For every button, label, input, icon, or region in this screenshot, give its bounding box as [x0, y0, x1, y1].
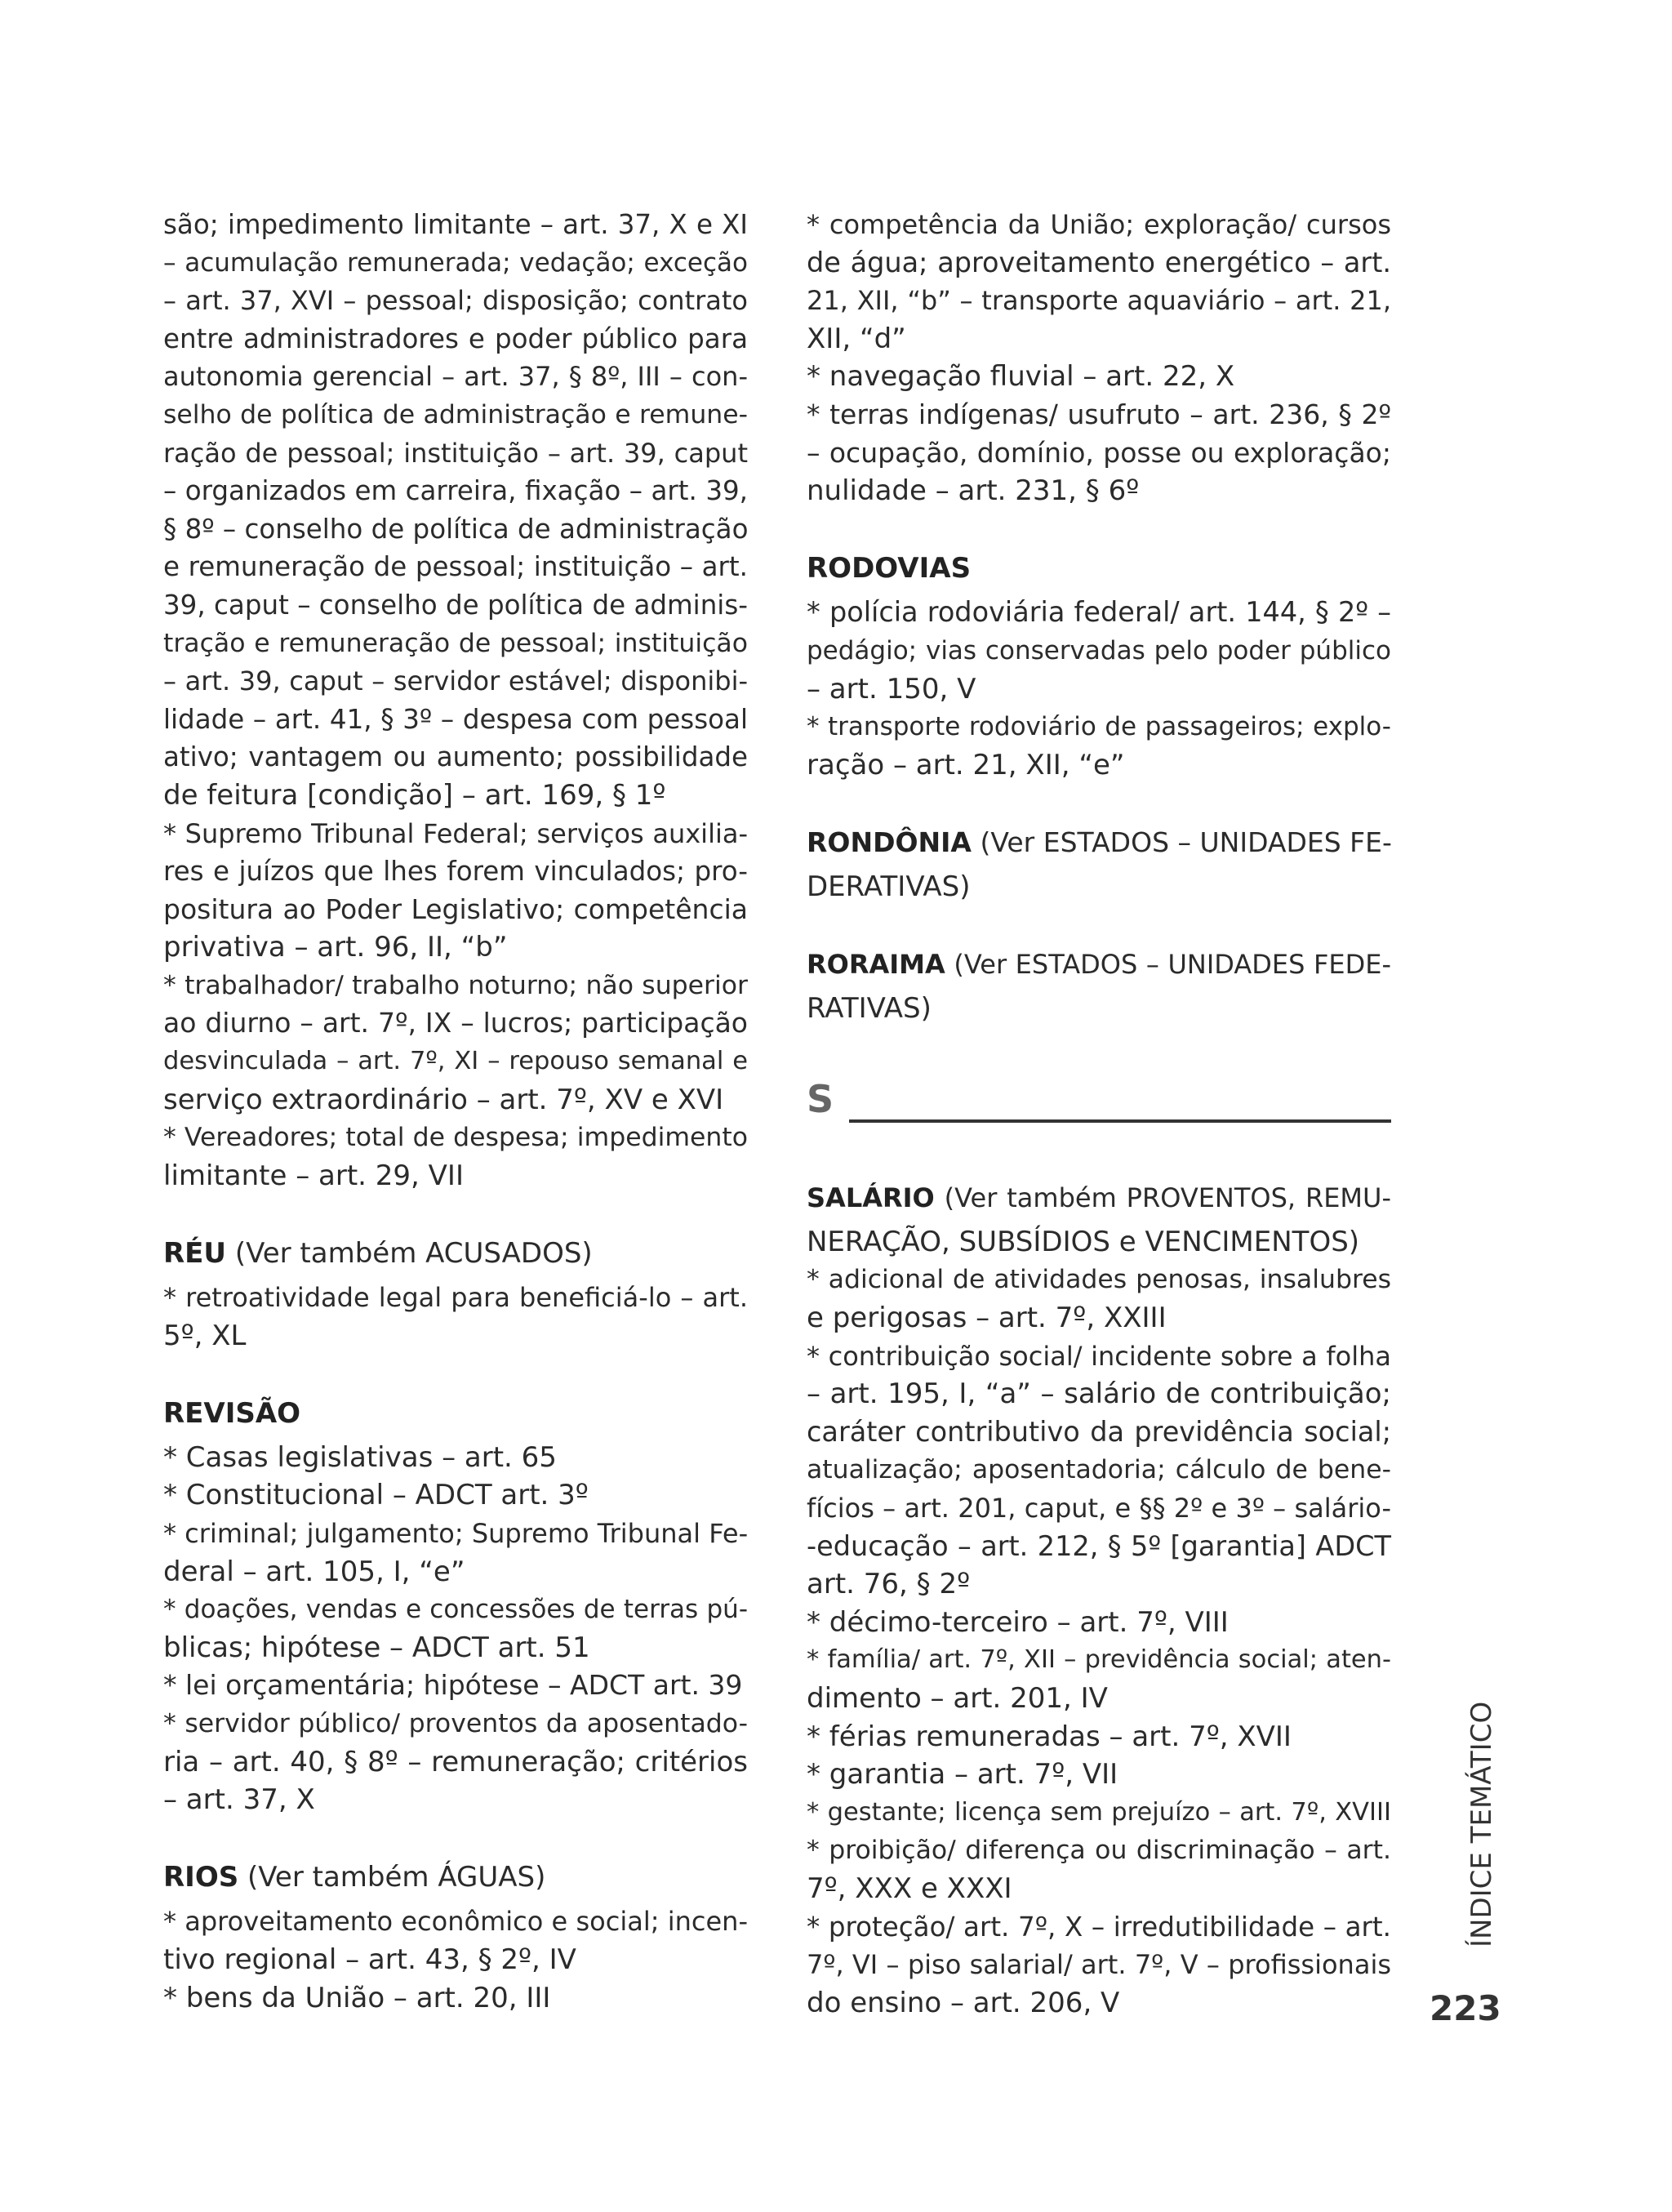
index-line: ao diurno – art. 7º, IX – lucros; participação [163, 1007, 748, 1039]
index-line: de feitura [condição] – art. 169, § 1º [163, 778, 666, 812]
index-line: 21, XII, “b” – transporte aquaviário – art. 21, [807, 285, 1391, 317]
entry-spacer [807, 1139, 1391, 1177]
index-line: são; impedimento limitante – art. 37, X e XI [163, 209, 748, 240]
index-line: * navegação fluvial – art. 22, X [807, 360, 1235, 394]
index-line: nulidade – art. 231, § 6º [807, 474, 1140, 508]
index-line: * Casas legislativas – art. 65 [163, 1440, 557, 1474]
index-line: * férias remuneradas – art. 7º, XVII [807, 1720, 1292, 1753]
entry-spacer [807, 784, 1391, 822]
index-line: – art. 150, V [807, 672, 976, 705]
index-line: DERATIVAS) [807, 870, 971, 903]
index-line: res e juízos que lhes forem vinculados; pro- [163, 856, 748, 888]
index-line: privativa – art. 96, II, “b” [163, 931, 508, 964]
index-line: ativo; vantagem ou aumento; possibilidade [163, 741, 748, 773]
index-line: RATIVAS) [807, 992, 932, 1026]
heading-crossref: (Ver ESTADOS – UNIDADES FEDE- [954, 949, 1392, 981]
left-column [163, 206, 748, 2017]
index-line: ria – art. 40, § 8º – remuneração; critérios [163, 1745, 748, 1778]
index-line: – acumulação remunerada; vedação; exceção [163, 247, 748, 278]
index-line: e remuneração de pessoal; instituição – art. [163, 551, 748, 583]
index-line: * aproveitamento econômico e social; incen- [163, 1906, 748, 1938]
index-line: autonomia gerencial – art. 37, § 8º, III – con- [163, 361, 748, 393]
index-line: 7º, XXX e XXXI [807, 1872, 1012, 1905]
entry-heading-reu [163, 1233, 748, 1279]
page-number: 223 [1430, 1988, 1501, 2028]
section-side-label: ÍNDICE TEMÁTICO [1465, 1701, 1498, 1947]
entry-heading-rondonia [807, 822, 1391, 868]
index-line: – art. 37, XVI – pessoal; disposição; contrato [163, 285, 748, 317]
heading-term: SALÁRIO [807, 1182, 935, 1213]
entry-heading-salario [807, 1177, 1391, 1223]
index-line: limitante – art. 29, VII [163, 1159, 464, 1192]
index-line: – art. 195, I, “a” – salário de contribuição; [807, 1377, 1391, 1411]
entry-heading-rios [163, 1857, 748, 1903]
index-line: * doações, vendas e concessões de terras pú- [163, 1595, 748, 1625]
section-letter: S [807, 1077, 834, 1122]
index-line: * adicional de atividades penosas, insalubres [807, 1265, 1391, 1295]
index-line: * transporte rodoviário de passageiros; explo- [807, 712, 1391, 742]
index-line: desvinculada – art. 7º, XI – repouso semanal e [163, 1047, 748, 1076]
index-line: 7º, VI – piso salarial/ art. 7º, V – profissionais [807, 1949, 1391, 1981]
index-line: pedágio; vias conservadas pelo poder público [807, 635, 1391, 665]
index-line: – ocupação, domínio, posse ou exploração; [807, 436, 1391, 469]
heading-crossref: (Ver ESTADOS – UNIDADES FE- [980, 826, 1392, 858]
index-line: ração – art. 21, XII, “e” [807, 748, 1125, 781]
index-line: § 8º – conselho de política de administração [163, 513, 749, 545]
heading-crossref: (Ver também PROVENTOS, REMU- [944, 1182, 1392, 1213]
index-line: 39, caput – conselho de política de adminis- [163, 589, 748, 621]
index-line: XII, “d” [807, 322, 906, 355]
index-line: * servidor público/ proventos da aposentado- [163, 1708, 748, 1738]
index-line: – art. 37, X [163, 1783, 315, 1817]
index-line: de água; aproveitamento energético – art. [807, 246, 1391, 278]
index-line: * competência da União; exploração/ cursos [807, 209, 1391, 240]
index-line: blicas; hipótese – ADCT art. 51 [163, 1631, 590, 1664]
entry-heading-revisao [163, 1393, 748, 1439]
index-line: * bens da União – art. 20, III [163, 1981, 551, 2014]
index-line: entre administradores e poder público para [163, 323, 748, 354]
index-line: NERAÇÃO, SUBSÍDIOS e VENCIMENTOS) [807, 1225, 1360, 1258]
index-line: fícios – art. 201, caput, e §§ 2º e 3º – salário- [807, 1493, 1391, 1524]
heading-term: RIOS [163, 1861, 239, 1894]
index-line: dimento – art. 201, IV [807, 1682, 1108, 1715]
heading-crossref: (Ver também ACUSADOS) [234, 1237, 593, 1271]
index-line: 5º, XL [163, 1319, 247, 1352]
index-line: * proteção/ art. 7º, X – irredutibilidade – art. [807, 1911, 1391, 1943]
index-line: * terras indígenas/ usufruto – art. 236, § 2º [807, 398, 1391, 430]
index-line: tivo regional – art. 43, § 2º, IV [163, 1943, 576, 1976]
section-rule [849, 1119, 1391, 1123]
index-line: * Constitucional – ADCT art. 3º [163, 1479, 589, 1512]
index-line: positura ao Poder Legislativo; competência [163, 892, 748, 925]
index-line: serviço extraordinário – art. 7º, XV e XVI [163, 1083, 724, 1116]
index-line: * trabalhador/ trabalho noturno; não superior [163, 970, 748, 1000]
index-line: * proibição/ diferença ou discriminação – art. [807, 1836, 1391, 1866]
index-line: selho de política de administração e remune- [163, 399, 748, 429]
index-line: ração de pessoal; instituição – art. 39, caput [163, 437, 748, 469]
index-line: tração e remuneração de pessoal; instituição [163, 628, 748, 658]
index-line: * Supremo Tribunal Federal; serviços auxilia- [163, 817, 748, 849]
heading-term: RORAIMA [807, 949, 945, 981]
entry-spacer [163, 1195, 748, 1233]
index-line: art. 76, § 2º [807, 1568, 971, 1601]
index-line: * polícia rodoviária federal/ art. 144, § 2º – [807, 596, 1391, 629]
entry-spacer [163, 1819, 748, 1858]
entry-spacer [807, 906, 1391, 945]
entry-heading-roraima [807, 944, 1391, 990]
index-line: – organizados em carreira, fixação – art. 39, [163, 475, 748, 507]
index-line: * retroatividade legal para beneficiá-lo – art. [163, 1282, 748, 1314]
index-line: e perigosas – art. 7º, XXIII [807, 1302, 1167, 1335]
index-line: * lei orçamentária; hipótese – ADCT art. 39 [163, 1669, 743, 1702]
index-line: * contribuição social/ incidente sobre a folha [807, 1340, 1391, 1372]
index-line: * família/ art. 7º, XII – previdência social; aten- [807, 1645, 1391, 1675]
section-divider-s [807, 1066, 1391, 1139]
right-column [807, 206, 1391, 2022]
index-line: * criminal; julgamento; Supremo Tribunal Fe- [163, 1518, 749, 1549]
index-line: * décimo-terceiro – art. 7º, VIII [807, 1605, 1229, 1639]
entry-heading-rodovias [807, 548, 1391, 594]
index-line: atualização; aposentadoria; cálculo de bene- [807, 1455, 1391, 1485]
heading-term: RODOVIAS [807, 552, 972, 585]
index-line: * gestante; licença sem prejuízo – art. 7º, XVIII [807, 1797, 1391, 1827]
heading-term: REVISÃO [163, 1396, 301, 1430]
index-line: * garantia – art. 7º, VII [807, 1758, 1118, 1791]
index-line: lidade – art. 41, § 3º – despesa com pessoal [163, 703, 748, 735]
index-line: do ensino – art. 206, V [807, 1986, 1120, 2019]
index-line: * Vereadores; total de despesa; impedimento [163, 1123, 748, 1153]
index-line: caráter contributivo da previdência social; [807, 1415, 1391, 1448]
index-line: -educação – art. 212, § 5º [garantia] ADCT [807, 1529, 1391, 1562]
entry-spacer [807, 1028, 1391, 1066]
index-line: – art. 39, caput – servidor estável; disponibi- [163, 665, 748, 697]
entry-spacer [807, 510, 1391, 549]
heading-term: RÉU [163, 1237, 227, 1271]
heading-crossref: (Ver também ÁGUAS) [247, 1861, 546, 1894]
entry-spacer [163, 1355, 748, 1393]
heading-term: RONDÔNIA [807, 826, 972, 858]
index-line: deral – art. 105, I, “e” [163, 1555, 465, 1588]
